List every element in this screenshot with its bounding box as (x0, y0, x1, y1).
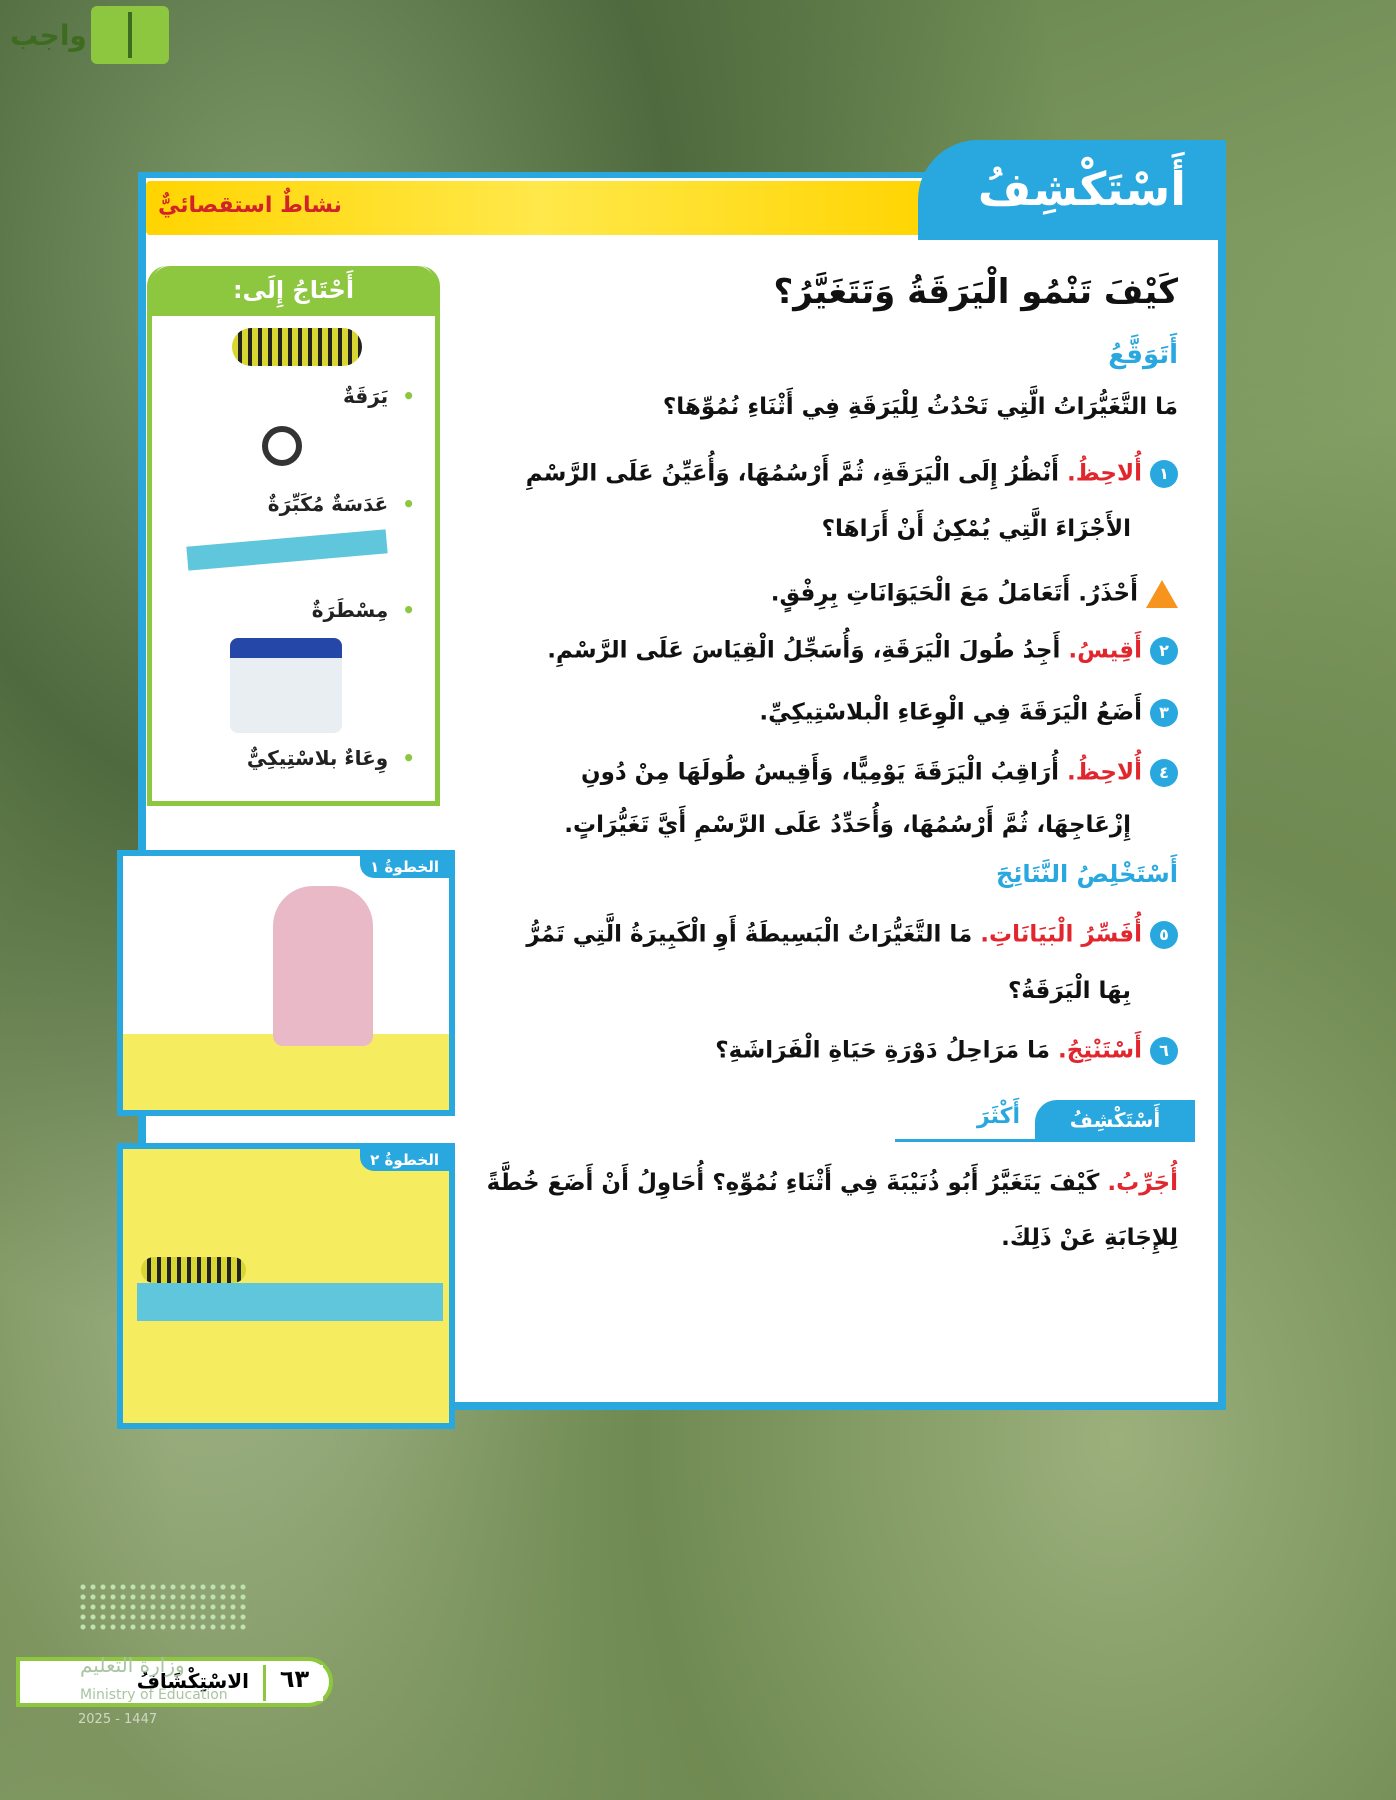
explore-tab (918, 140, 1226, 240)
step-badge: الخطوةُ ١ (360, 856, 449, 878)
ministry-name-en: Ministry of Education (80, 1687, 228, 1703)
step-number: ٤ (1150, 759, 1178, 787)
explore-title: أَسْتَكْشِفُ (977, 162, 1186, 216)
year: 2025 - 1447 (78, 1712, 158, 1727)
material-item: • يَرَقَةٌ (343, 384, 415, 408)
step-number: ٣ (1150, 699, 1178, 727)
step-text: أَجِدُ طُولَ الْيَرَقَةِ، وَأُسَجِّلُ الْقِيَاسَ عَلَى الرَّسْمِ. (547, 637, 1061, 664)
step-number: ٢ (1150, 637, 1178, 665)
step-5-cont: بِهَا الْيَرَقَةُ؟ (1007, 978, 1131, 1004)
material-item: • مِسْطَرَةٌ (312, 598, 415, 622)
ruler-image (186, 529, 387, 570)
step-2-photo (117, 1143, 455, 1429)
step-badge: الخطوةُ ٢ (360, 1149, 449, 1171)
caterpillar-image (232, 328, 362, 366)
step-label: أُلاحِظُ. (1067, 759, 1142, 786)
magnifier-image (262, 426, 302, 466)
caution (771, 580, 1178, 608)
step-6 (715, 1037, 1178, 1065)
step-label: أُلاحِظُ. (1067, 460, 1142, 487)
ministry-logo (78, 1582, 248, 1632)
step-number: ١ (1150, 460, 1178, 488)
try-it-cont: لِلإِجَابَةِ عَنْ ذَلِكَ. (1001, 1225, 1178, 1251)
try-label: أُجَرِّبُ. (1107, 1170, 1178, 1196)
warning-icon (1146, 580, 1178, 608)
wajeb-logo (10, 6, 169, 64)
materials-box (147, 266, 440, 806)
step-label: أَقِيسُ. (1068, 637, 1142, 664)
explore-more-tabs (895, 1100, 1195, 1142)
explore-more-tab2: أَكْثَرَ (976, 1104, 1020, 1129)
step-3 (759, 699, 1178, 727)
page-number: ٦٣ (263, 1665, 323, 1701)
predict-question: مَا التَّغَيُّرَاتُ الَّتِي تَحْدُثُ لِلْيَرَقَةِ فِي أَثْنَاءِ نُمُوِّهَا؟ (662, 394, 1178, 420)
step-5 (526, 921, 1178, 949)
try-it (487, 1170, 1178, 1196)
materials-heading: أَحْتَاجُ إِلَى: (152, 266, 435, 316)
step-label: أَسْتَنْتِجُ. (1058, 1037, 1142, 1064)
step-4 (581, 759, 1178, 787)
predict-heading: أَتَوَقَّعُ (1108, 340, 1178, 370)
step-text: مَا مَرَاحِلُ دَوْرَةِ حَيَاةِ الْفَرَاشَةِ؟ (715, 1037, 1050, 1064)
step-text: مَا التَّغَيُّرَاتُ الْبَسِيطَةُ أَوِ الْكَبِيرَةُ الَّتِي تَمُرُّ (526, 921, 973, 948)
caterpillar-image (141, 1257, 246, 1283)
section-name: الاسْتِكْشَافُ (136, 1669, 249, 1693)
ministry-name-ar: وزارة التعليم (80, 1653, 185, 1677)
activity-bar (146, 181, 936, 235)
lesson-question: كَيْفَ تَنْمُو الْيَرَقَةُ وَتَتَغَيَّرُ؟ (773, 272, 1178, 312)
ruler-image (137, 1283, 443, 1321)
material-item: • وِعَاءٌ بلاسْتِيكِيٌّ (247, 746, 415, 770)
caution-label: أَحْذَرُ. (1078, 580, 1138, 607)
step-text: أَنْظُرُ إِلَى الْيَرَقَةِ، ثُمَّ أَرْسُمُهَا، وَأُعَيِّنُ عَلَى الرَّسْمِ (525, 460, 1060, 487)
step-label: أُفَسِّرُ الْبَيَانَاتِ. (980, 921, 1142, 948)
explore-more-tab1: أَسْتَكْشِفُ (1035, 1100, 1195, 1140)
material-item: • عَدَسَةٌ مُكَبِّرَةٌ (268, 492, 415, 516)
conclude-heading: أَسْتَخْلِصُ النَّتَائِجَ (996, 860, 1178, 888)
step-1 (526, 460, 1178, 488)
step-1-cont: الأَجْزَاءَ الَّتِي يُمْكِنُ أَنْ أَرَاهَا؟ (821, 516, 1131, 542)
page-footer (16, 1653, 333, 1707)
step-4-cont: إِزْعَاجِهَا، ثُمَّ أَرْسُمُهَا، وَأُحَدِّدُ عَلَى الرَّسْمِ أَيَّ تَغَيُّرَاتٍ. (564, 812, 1131, 838)
step-text: أَضَعُ الْيَرَقَةَ فِي الْوِعَاءِ الْبلاسْتِيكِيِّ. (759, 699, 1142, 726)
caution-text: أَتَعَامَلُ مَعَ الْحَيَوَانَاتِ بِرِفْقٍ. (770, 580, 1071, 607)
activity-label: نشاطٌ استقصائيٌّ (158, 193, 342, 218)
girl-image (273, 886, 373, 1046)
try-text: كَيْفَ يَتَغَيَّرُ أَبُو ذُنَيْبَةَ فِي أَثْنَاءِ نُمُوِّهِ؟ أُحَاوِلُ أَنْ أَضَعَ خُطَّةً (486, 1170, 1100, 1196)
step-2 (547, 637, 1178, 665)
container-image (230, 638, 342, 733)
step-text: أُرَاقِبُ الْيَرَقَةَ يَوْمِيًّا، وَأَقِيسُ طُولَهَا مِنْ دُونِ (580, 759, 1060, 786)
step-1-photo (117, 850, 455, 1116)
step-number: ٥ (1150, 921, 1178, 949)
step-number: ٦ (1150, 1037, 1178, 1065)
logo-text: واجب (10, 18, 87, 52)
book-icon (91, 6, 169, 64)
